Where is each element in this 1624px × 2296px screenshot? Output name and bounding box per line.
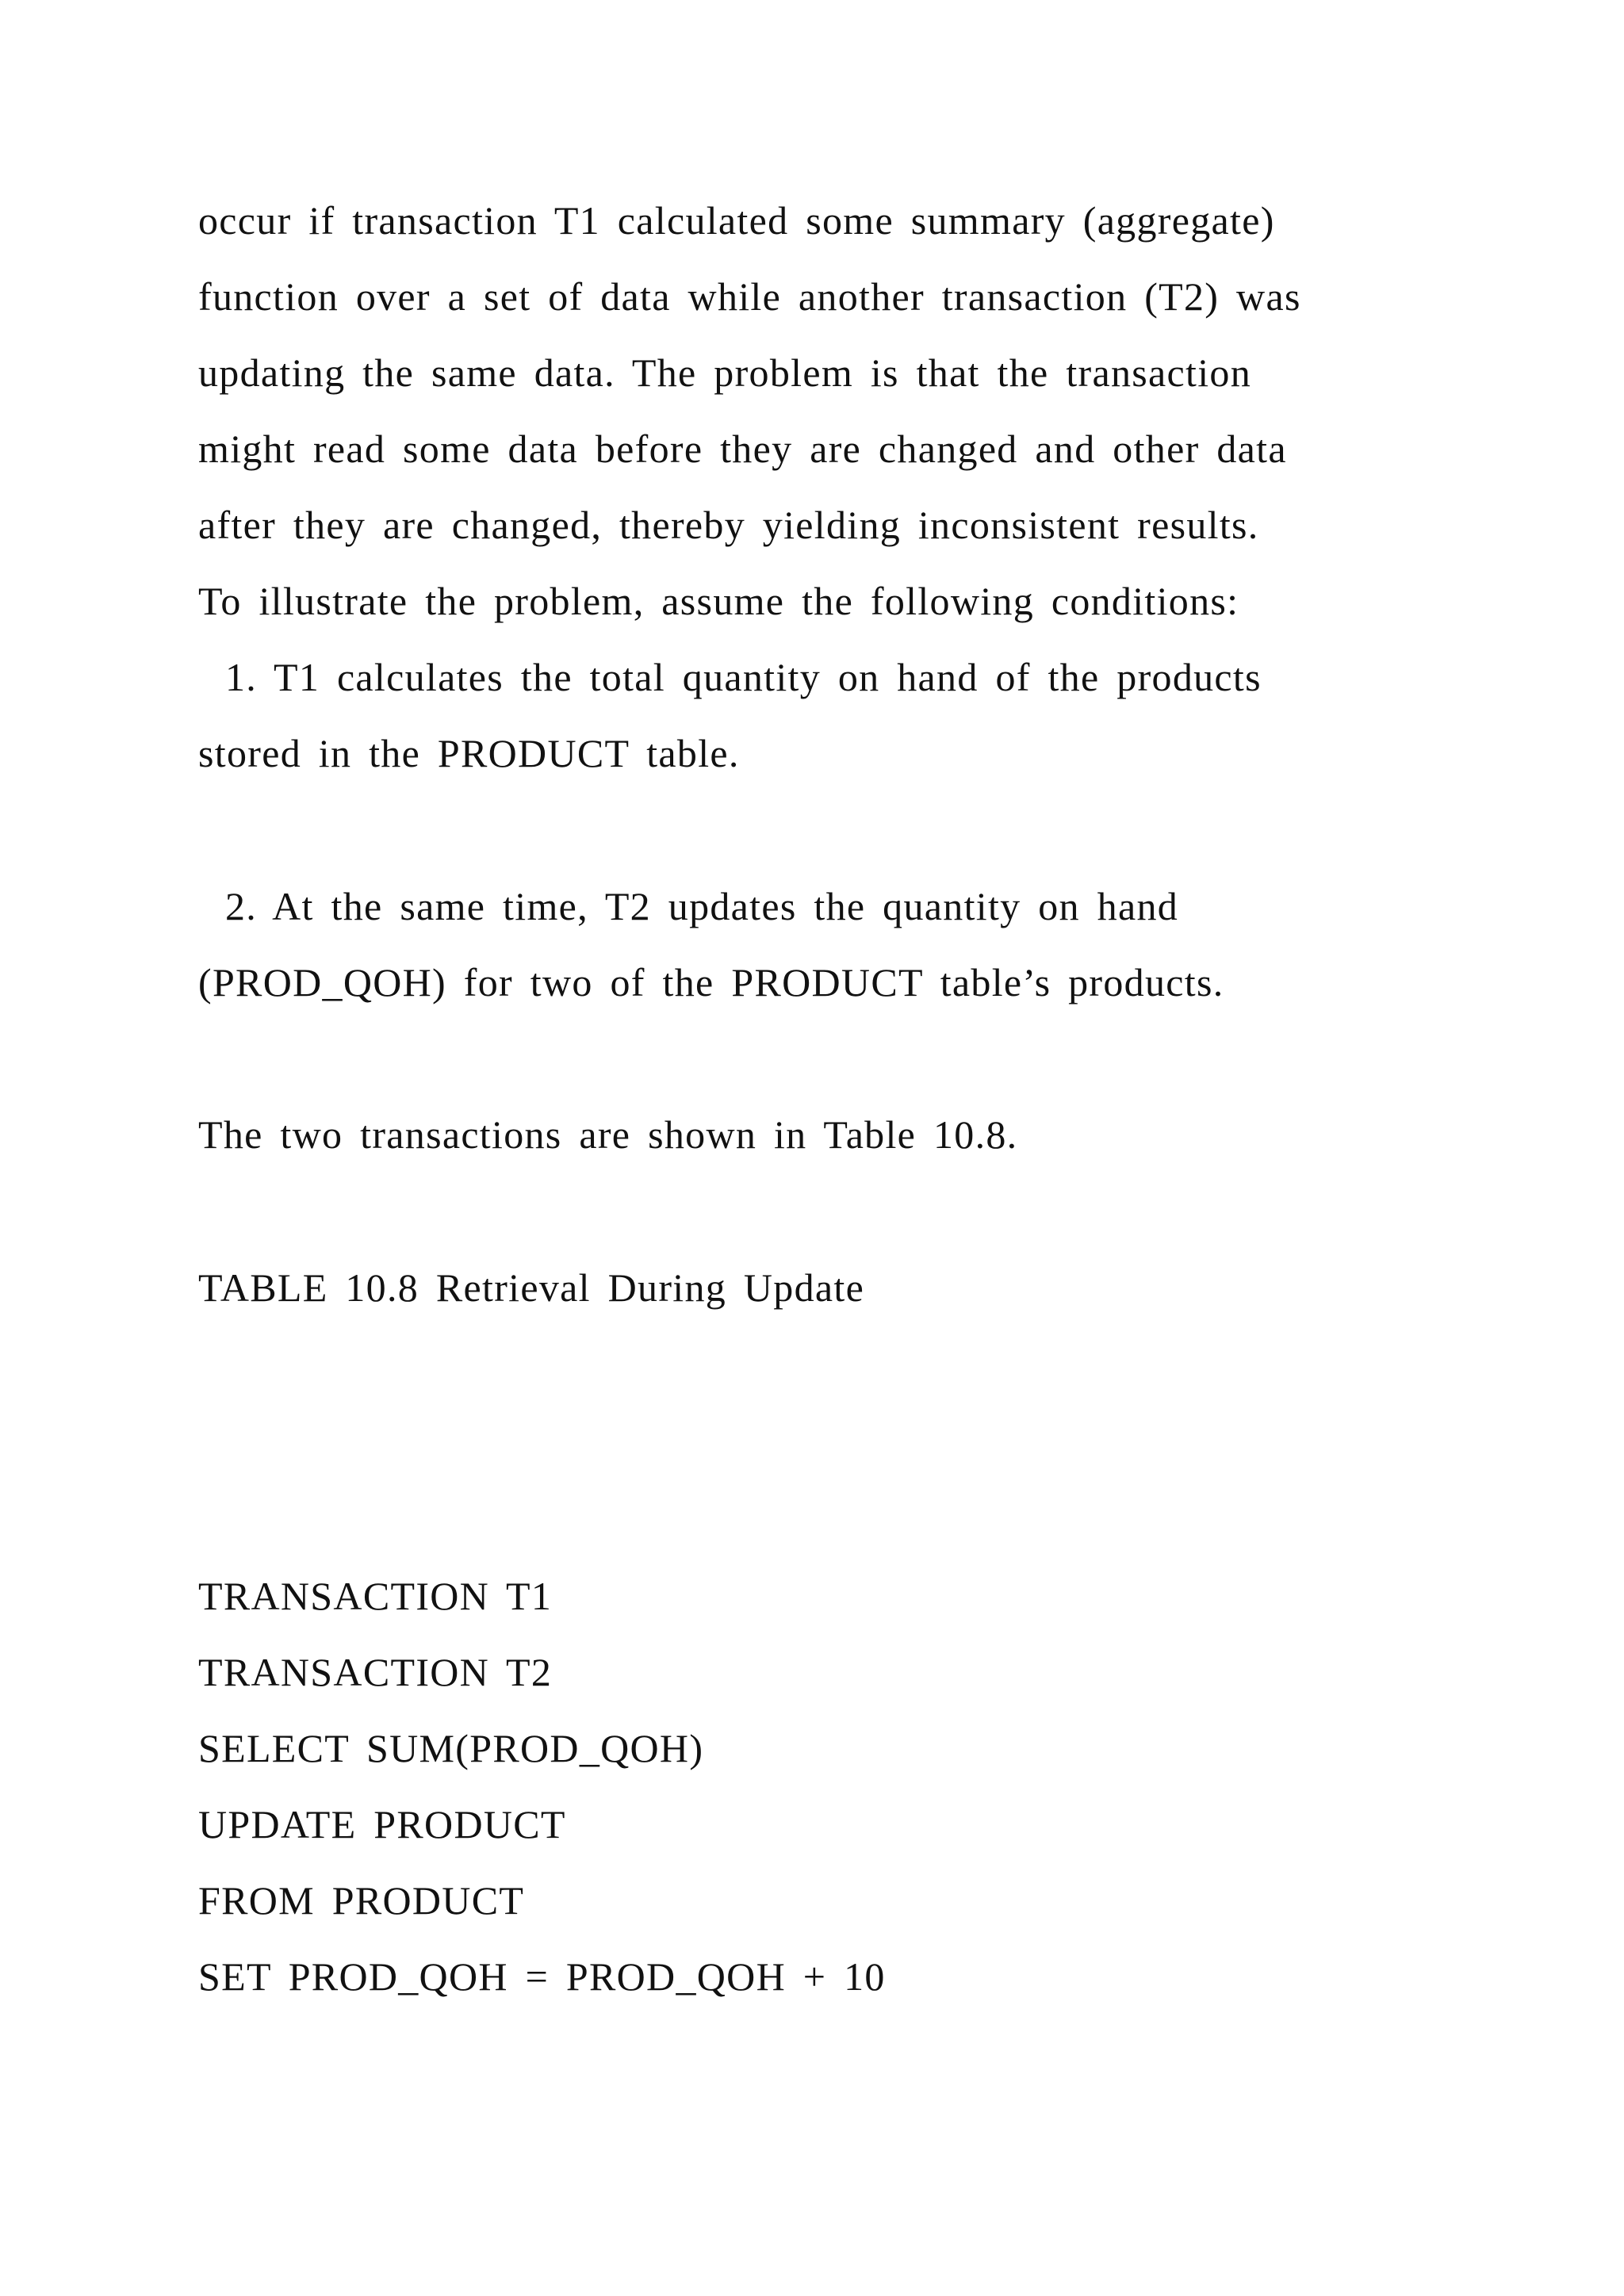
condition-2-continuation: (PROD_QOH) for two of the PRODUCT table’s products. <box>198 960 1224 1004</box>
transaction-line: SET PROD_QOH = PROD_QOH + 10 <box>198 1954 886 1999</box>
paragraph-line: function over a set of data while another transaction (T2) was <box>198 274 1301 319</box>
paragraph-line: occur if transaction T1 calculated some summary (aggregate) <box>198 198 1275 243</box>
paragraph-line: after they are changed, thereby yielding inconsistent results. <box>198 503 1259 547</box>
condition-1-line: 1. T1 calculates the total quantity on hand of the products <box>225 655 1262 699</box>
reference-sentence: The two transactions are shown in Table 10.8. <box>198 1112 1018 1157</box>
table-caption: TABLE 10.8 Retrieval During Update <box>198 1265 865 1310</box>
condition-2-line: 2. At the same time, T2 updates the quantity on hand <box>225 884 1179 928</box>
transaction-line: FROM PRODUCT <box>198 1878 525 1923</box>
condition-1-continuation: stored in the PRODUCT table. <box>198 731 740 775</box>
transaction-line: TRANSACTION T1 <box>198 1574 553 1618</box>
transaction-line: TRANSACTION T2 <box>198 1650 553 1694</box>
transaction-line: SELECT SUM(PROD_QOH) <box>198 1726 704 1770</box>
paragraph-line: might read some data before they are changed and other data <box>198 427 1287 471</box>
paragraph-line: To illustrate the problem, assume the following conditions: <box>198 579 1239 623</box>
paragraph-line: updating the same data. The problem is that the transaction <box>198 350 1251 395</box>
transaction-line: UPDATE PRODUCT <box>198 1802 566 1846</box>
